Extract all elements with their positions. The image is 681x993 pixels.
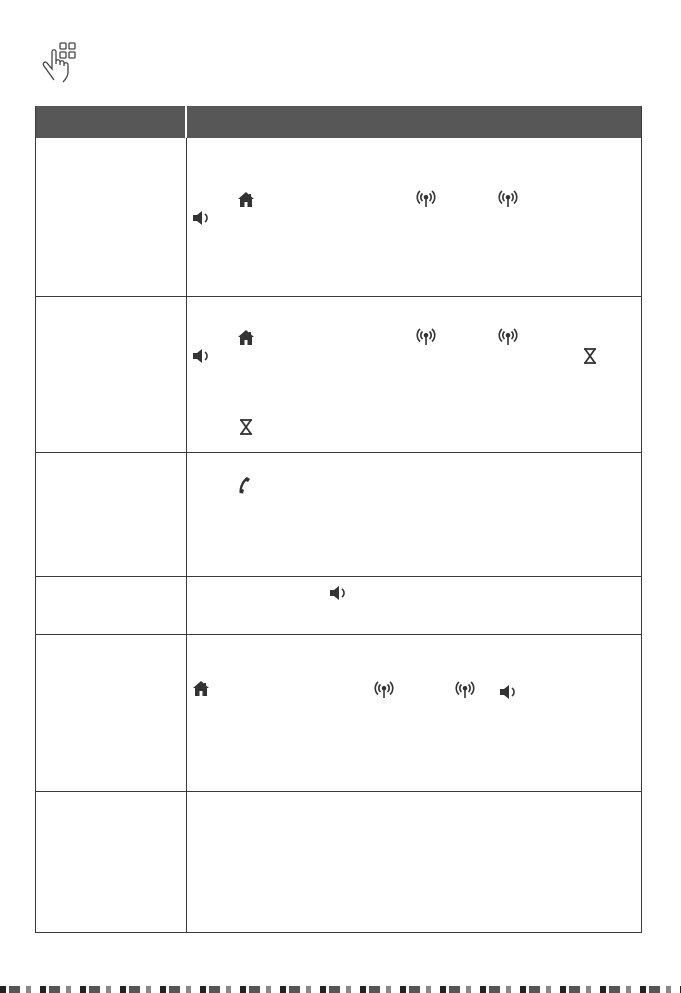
header-separator: [185, 106, 187, 138]
row-divider: [36, 576, 641, 577]
signal-icon: [498, 188, 518, 208]
speaker-icon: [498, 682, 518, 702]
column-divider: [186, 138, 187, 933]
home-icon: [236, 328, 256, 348]
feature-table: [35, 106, 642, 933]
ringer-off-icon: [236, 417, 256, 437]
ringer-off-icon: [580, 346, 600, 366]
home-icon: [191, 679, 211, 699]
hand-keypad-icon: [38, 40, 84, 84]
row-divider: [36, 296, 641, 297]
speaker-icon: [191, 208, 211, 228]
row-divider: [36, 791, 641, 792]
signal-icon: [374, 679, 394, 699]
row-divider: [36, 634, 641, 635]
speaker-icon: [328, 583, 348, 603]
signal-icon: [498, 326, 518, 346]
row-divider: [36, 452, 641, 453]
signal-icon: [416, 188, 436, 208]
signal-icon: [416, 326, 436, 346]
signal-icon: [455, 679, 475, 699]
page-footer-strip: [0, 986, 681, 993]
handset-icon: [234, 474, 254, 494]
home-icon: [236, 190, 256, 210]
speaker-icon: [191, 346, 211, 366]
table-header: [36, 106, 641, 138]
